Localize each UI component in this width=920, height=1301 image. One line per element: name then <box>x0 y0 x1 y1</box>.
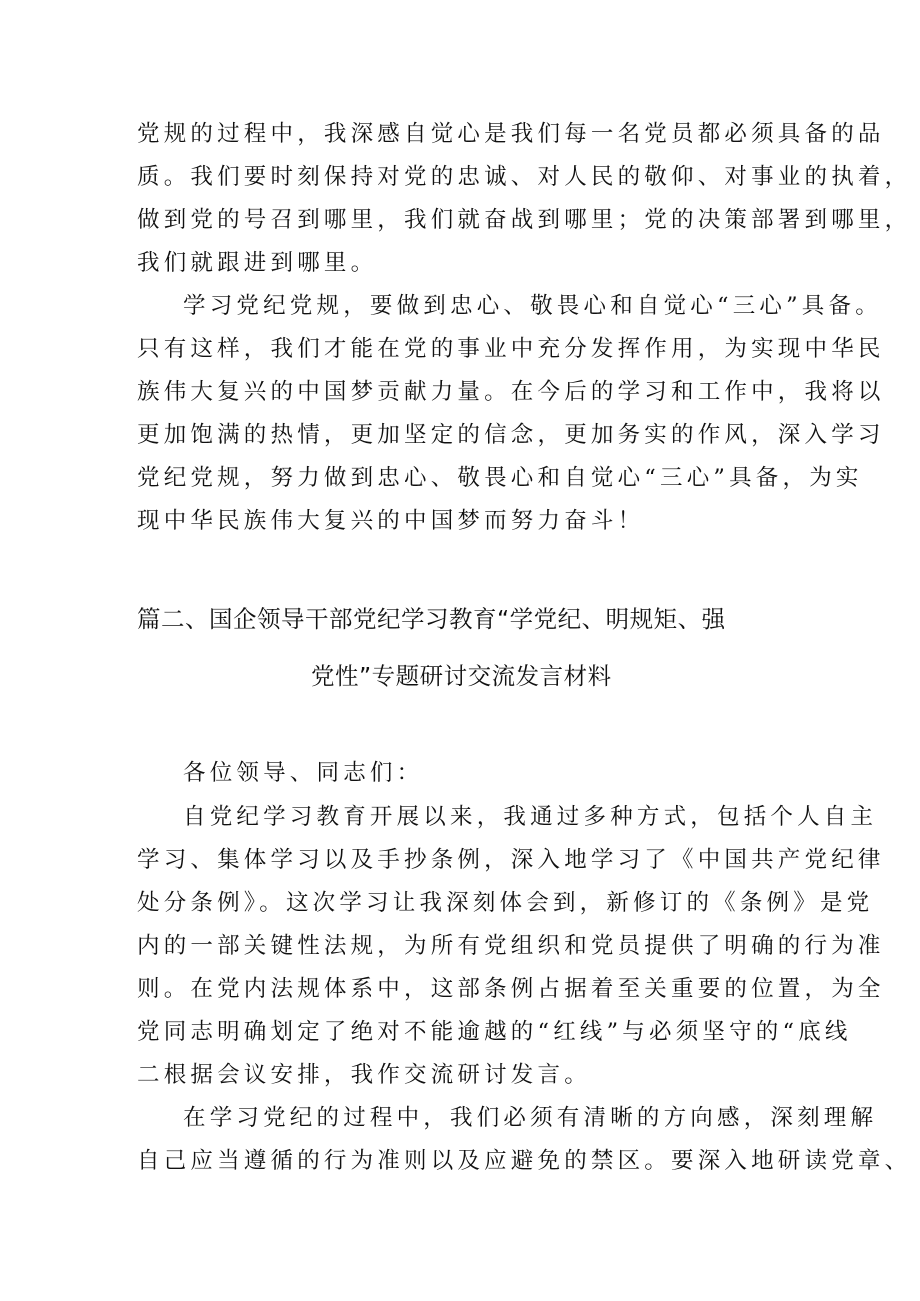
text-line: 党纪党规，努力做到忠心、敬畏心和自觉心“三心”具备，为实 <box>137 465 863 491</box>
text-line: 学习、集体学习以及手抄条例，深入地学习了《中国共产党纪律 <box>137 847 885 873</box>
text-line: 则。在党内法规体系中，这部条例占据着至关重要的位置，为全 <box>137 976 885 1002</box>
text-line: 内的一部关键性法规，为所有党组织和党员提供了明确的行为准 <box>137 933 885 959</box>
section-title-line-2: 党性”专题研讨交流发言材料 <box>311 662 612 690</box>
section-title-line-1: 篇二、国企领导干部党纪学习教育“学党纪、明规矩、强 <box>137 605 726 633</box>
text-line: 学习党纪党规，要做到忠心、敬畏心和自觉心“三心”具备。 <box>183 293 882 319</box>
text-line: 做到党的号召到哪里，我们就奋战到哪里；党的决策部署到哪里， <box>137 207 912 233</box>
text-line: 处分条例》。这次学习让我深刻体会到，新修订的《条例》是党 <box>137 890 874 916</box>
text-line: 我们就跟进到哪里。 <box>137 250 378 276</box>
text-line: 党规的过程中，我深感自觉心是我们每一名党员都必须具备的品 <box>137 121 885 147</box>
text-line: 更加饱满的热情，更加坚定的信念，更加务实的作风，深入学习 <box>137 422 885 448</box>
text-line: 质。我们要时刻保持对党的忠诚、对人民的敬仰、对事业的执着， <box>137 164 912 190</box>
text-line: 二根据会议安排，我作交流研讨发言。 <box>137 1062 591 1088</box>
text-line: 自己应当遵循的行为准则以及应避免的禁区。要深入地研读党章、 <box>137 1148 912 1174</box>
text-line: 自党纪学习教育开展以来，我通过多种方式，包括个人自主 <box>183 804 878 830</box>
text-line: 只有这样，我们才能在党的事业中充分发挥作用，为实现中华民 <box>137 336 885 362</box>
text-line: 在学习党纪的过程中，我们必须有清晰的方向感，深刻理解 <box>183 1105 878 1131</box>
salutation: 各位领导、同志们： <box>183 760 424 786</box>
text-line: 族伟大复兴的中国梦贡献力量。在今后的学习和工作中，我将以 <box>137 379 885 405</box>
text-line: 党同志明确划定了绝对不能逾越的“红线”与必须坚守的“底线 <box>137 1019 852 1045</box>
text-line: 现中华民族伟大复兴的中国梦而努力奋斗！ <box>137 508 645 534</box>
